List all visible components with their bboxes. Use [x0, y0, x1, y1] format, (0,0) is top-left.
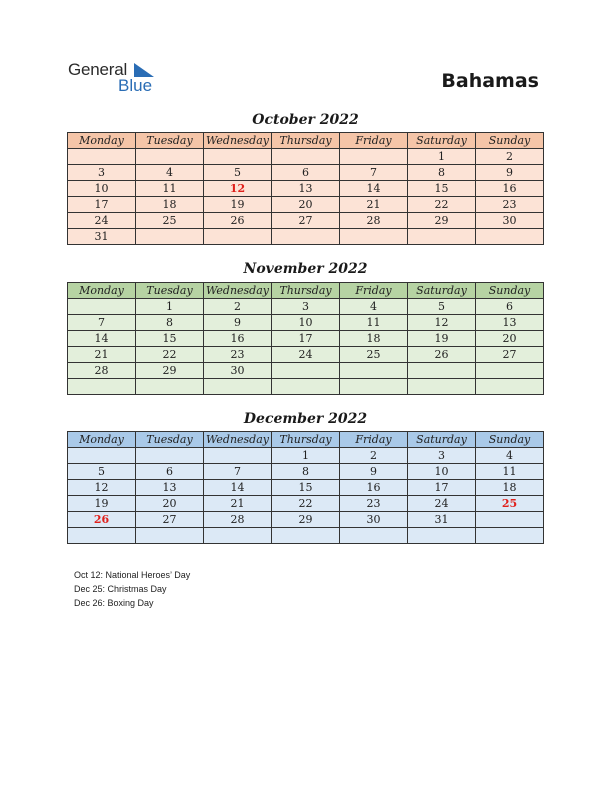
day-cell: 25 [136, 213, 204, 229]
empty-day-cell [136, 528, 204, 544]
empty-day-cell [272, 379, 340, 395]
logo-triangle-icon [134, 63, 154, 77]
empty-day-cell [340, 528, 408, 544]
day-cell: 23 [204, 347, 272, 363]
day-cell: 3 [68, 165, 136, 181]
day-cell: 26 [68, 512, 136, 528]
day-cell: 8 [272, 464, 340, 480]
week-row [68, 229, 544, 245]
month-title-november: November 2022 [243, 261, 368, 277]
day-cell: 28 [68, 363, 136, 379]
day-cell: 31 [68, 229, 136, 245]
week-row [68, 496, 544, 512]
day-cell: 7 [340, 165, 408, 181]
weekday-header: Monday [68, 432, 136, 448]
empty-day-cell [272, 149, 340, 165]
calendar-november [67, 282, 544, 395]
day-cell: 8 [136, 315, 204, 331]
week-row [68, 528, 544, 544]
weekday-header: Tuesday [136, 133, 204, 149]
day-cell: 29 [136, 363, 204, 379]
holiday-notes [74, 568, 190, 610]
day-cell: 14 [340, 181, 408, 197]
day-cell: 4 [476, 448, 544, 464]
day-cell: 22 [272, 496, 340, 512]
day-cell: 4 [136, 165, 204, 181]
day-cell: 29 [408, 213, 476, 229]
day-cell: 28 [340, 213, 408, 229]
week-row [68, 347, 544, 363]
day-cell: 20 [476, 331, 544, 347]
weekday-header: Sunday [476, 432, 544, 448]
day-cell: 27 [136, 512, 204, 528]
day-cell: 1 [136, 299, 204, 315]
week-row [68, 149, 544, 165]
day-cell: 1 [272, 448, 340, 464]
weekday-header: Monday [68, 283, 136, 299]
day-cell: 14 [68, 331, 136, 347]
day-cell: 28 [204, 512, 272, 528]
empty-day-cell [340, 229, 408, 245]
day-cell: 13 [272, 181, 340, 197]
week-row [68, 448, 544, 464]
day-cell: 15 [272, 480, 340, 496]
day-cell: 19 [68, 496, 136, 512]
day-cell: 30 [340, 512, 408, 528]
week-row [68, 512, 544, 528]
weekday-header-row [68, 432, 544, 448]
weekday-header-row [68, 283, 544, 299]
day-cell: 6 [272, 165, 340, 181]
day-cell: 25 [476, 496, 544, 512]
weekday-header: Saturday [408, 283, 476, 299]
day-cell: 24 [408, 496, 476, 512]
empty-day-cell [340, 363, 408, 379]
day-cell: 30 [204, 363, 272, 379]
week-row [68, 315, 544, 331]
day-cell: 5 [204, 165, 272, 181]
weekday-header: Wednesday [204, 432, 272, 448]
empty-day-cell [408, 229, 476, 245]
day-cell: 10 [68, 181, 136, 197]
empty-day-cell [204, 448, 272, 464]
day-cell: 9 [340, 464, 408, 480]
logo-general-text: General [68, 60, 128, 79]
day-cell: 13 [136, 480, 204, 496]
day-cell: 24 [68, 213, 136, 229]
country-title: Bahamas [441, 70, 539, 92]
week-row [68, 181, 544, 197]
brand-logo [68, 60, 168, 100]
day-cell: 17 [272, 331, 340, 347]
empty-day-cell [204, 379, 272, 395]
day-cell: 21 [340, 197, 408, 213]
day-cell: 24 [272, 347, 340, 363]
day-cell: 12 [408, 315, 476, 331]
calendar-october [67, 132, 544, 245]
weekday-header: Monday [68, 133, 136, 149]
empty-day-cell [408, 528, 476, 544]
day-cell: 18 [340, 331, 408, 347]
weekday-header: Wednesday [204, 133, 272, 149]
empty-day-cell [408, 363, 476, 379]
empty-day-cell [476, 363, 544, 379]
day-cell: 2 [340, 448, 408, 464]
empty-day-cell [408, 379, 476, 395]
day-cell: 23 [476, 197, 544, 213]
day-cell: 7 [68, 315, 136, 331]
week-row [68, 331, 544, 347]
week-row [68, 213, 544, 229]
day-cell: 6 [476, 299, 544, 315]
day-cell: 5 [408, 299, 476, 315]
week-row [68, 197, 544, 213]
day-cell: 20 [136, 496, 204, 512]
day-cell: 1 [408, 149, 476, 165]
day-cell: 17 [68, 197, 136, 213]
day-cell: 22 [408, 197, 476, 213]
month-title-october: October 2022 [252, 112, 359, 128]
empty-day-cell [272, 528, 340, 544]
weekday-header: Tuesday [136, 283, 204, 299]
day-cell: 9 [476, 165, 544, 181]
day-cell: 21 [204, 496, 272, 512]
weekday-header: Friday [340, 133, 408, 149]
day-cell: 7 [204, 464, 272, 480]
weekday-header: Sunday [476, 283, 544, 299]
weekday-header: Friday [340, 283, 408, 299]
day-cell: 31 [408, 512, 476, 528]
empty-day-cell [68, 528, 136, 544]
day-cell: 4 [340, 299, 408, 315]
month-title-december: December 2022 [243, 411, 368, 427]
empty-day-cell [204, 528, 272, 544]
day-cell: 5 [68, 464, 136, 480]
day-cell: 15 [408, 181, 476, 197]
empty-day-cell [340, 379, 408, 395]
holiday-note: Dec 25: Christmas Day [74, 584, 167, 594]
day-cell: 2 [204, 299, 272, 315]
day-cell: 12 [68, 480, 136, 496]
day-cell: 26 [204, 213, 272, 229]
day-cell: 2 [476, 149, 544, 165]
weekday-header: Wednesday [204, 283, 272, 299]
day-cell: 11 [136, 181, 204, 197]
empty-day-cell [272, 229, 340, 245]
weekday-header: Thursday [272, 133, 340, 149]
calendar-december [67, 431, 544, 544]
day-cell: 20 [272, 197, 340, 213]
day-cell: 14 [204, 480, 272, 496]
day-cell: 10 [408, 464, 476, 480]
day-cell: 19 [204, 197, 272, 213]
day-cell: 27 [476, 347, 544, 363]
day-cell: 8 [408, 165, 476, 181]
day-cell: 6 [136, 464, 204, 480]
week-row [68, 379, 544, 395]
empty-day-cell [204, 229, 272, 245]
weekday-header: Saturday [408, 432, 476, 448]
empty-day-cell [68, 448, 136, 464]
week-row [68, 299, 544, 315]
day-cell: 16 [476, 181, 544, 197]
week-row [68, 363, 544, 379]
logo-blue-text: Blue [118, 76, 153, 95]
weekday-header: Friday [340, 432, 408, 448]
empty-day-cell [136, 448, 204, 464]
week-row [68, 480, 544, 496]
empty-day-cell [340, 149, 408, 165]
empty-day-cell [136, 379, 204, 395]
empty-day-cell [136, 149, 204, 165]
day-cell: 27 [272, 213, 340, 229]
weekday-header: Saturday [408, 133, 476, 149]
day-cell: 18 [136, 197, 204, 213]
day-cell: 10 [272, 315, 340, 331]
weekday-header: Thursday [272, 283, 340, 299]
day-cell: 13 [476, 315, 544, 331]
day-cell: 29 [272, 512, 340, 528]
day-cell: 25 [340, 347, 408, 363]
empty-day-cell [476, 229, 544, 245]
day-cell: 3 [408, 448, 476, 464]
holiday-note: Oct 12: National Heroes’ Day [74, 570, 191, 580]
day-cell: 23 [340, 496, 408, 512]
empty-day-cell [272, 363, 340, 379]
day-cell: 11 [340, 315, 408, 331]
week-row [68, 165, 544, 181]
day-cell: 16 [340, 480, 408, 496]
day-cell: 30 [476, 213, 544, 229]
weekday-header: Thursday [272, 432, 340, 448]
empty-day-cell [68, 149, 136, 165]
week-row [68, 464, 544, 480]
weekday-header-row [68, 133, 544, 149]
day-cell: 12 [204, 181, 272, 197]
day-cell: 18 [476, 480, 544, 496]
day-cell: 26 [408, 347, 476, 363]
empty-day-cell [204, 149, 272, 165]
empty-day-cell [476, 528, 544, 544]
empty-day-cell [68, 299, 136, 315]
weekday-header: Sunday [476, 133, 544, 149]
empty-day-cell [136, 229, 204, 245]
empty-day-cell [476, 379, 544, 395]
weekday-header: Tuesday [136, 432, 204, 448]
empty-day-cell [476, 512, 544, 528]
day-cell: 21 [68, 347, 136, 363]
day-cell: 19 [408, 331, 476, 347]
day-cell: 16 [204, 331, 272, 347]
day-cell: 11 [476, 464, 544, 480]
day-cell: 3 [272, 299, 340, 315]
holiday-note: Dec 26: Boxing Day [74, 598, 154, 608]
day-cell: 9 [204, 315, 272, 331]
day-cell: 15 [136, 331, 204, 347]
day-cell: 17 [408, 480, 476, 496]
day-cell: 22 [136, 347, 204, 363]
empty-day-cell [68, 379, 136, 395]
